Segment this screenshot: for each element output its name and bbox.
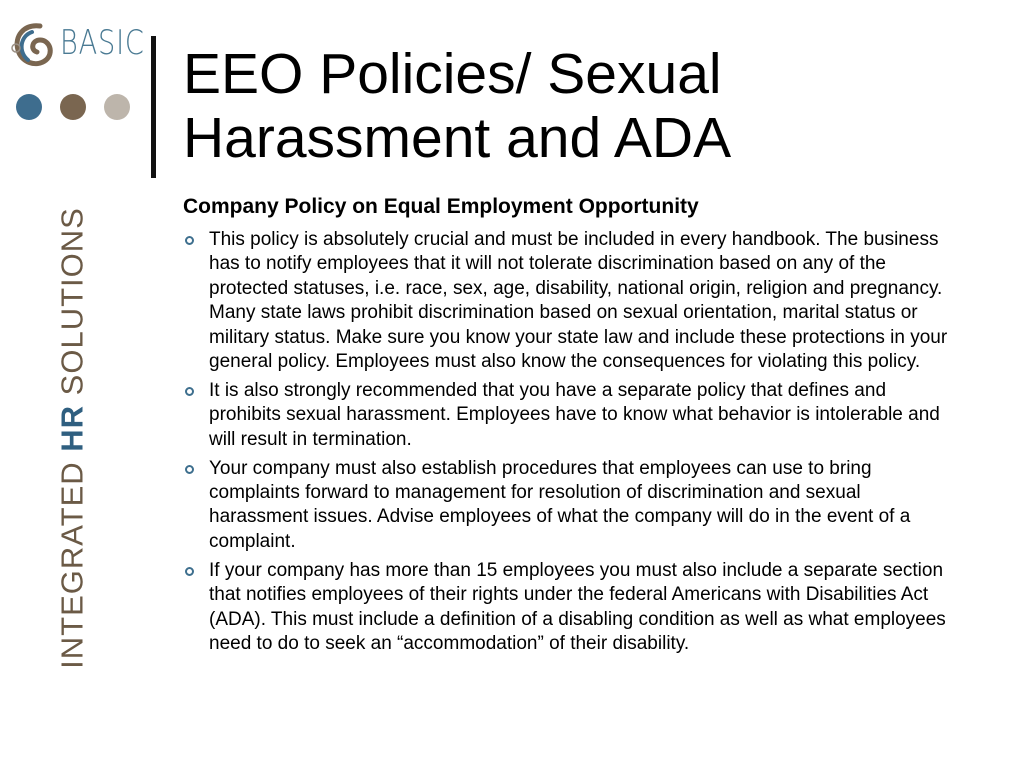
slide-subtitle: Company Policy on Equal Employment Opportunity <box>183 195 699 218</box>
bullet-text: If your company has more than 15 employees you must also include a separate section that notifies employees of their rights under the federal Americans with Disabilities Act (ADA). This must include a definition of a disabling condition as well as what employees need to do to seek an “accommodation” of their disability. <box>209 559 946 654</box>
bullet-circle-icon <box>185 465 194 474</box>
title-divider <box>151 36 156 178</box>
gray-dot <box>104 94 130 120</box>
slide-title: EEO Policies/ Sexual Harassment and ADA <box>183 42 732 171</box>
bullet-circle-icon <box>185 387 194 396</box>
bullet-item <box>183 457 953 555</box>
bullet-circle-icon <box>185 567 194 576</box>
bullet-item <box>183 379 953 452</box>
bullet-text: This policy is absolutely crucial and must be included in every handbook. The business has to notify employees that it will not tolerate discrimination based on any of the protected statuses, i.e. race, sex, age, disability, national origin, religion and pregnancy. Many state laws prohibit discrimination based on sexual orientation, marital status or military status. Make sure you know your state law and include these protections in your general policy. Employees must also know the consequences for violating this policy. <box>209 229 948 373</box>
vertical-tagline <box>54 207 90 669</box>
bullet-item <box>183 228 953 374</box>
bullet-list <box>183 228 953 661</box>
swirl-logo-icon <box>10 18 60 74</box>
logo-dots <box>16 94 130 120</box>
bullet-text: Your company must also establish procedures that employees can use to bring complaints forward to management for resolution of discrimination and sexual harassment issues. Advise employees of what the company will do in the event of a complaint. <box>209 457 911 552</box>
tagline-part-hr: HR <box>54 404 90 452</box>
brand-name: BASIC <box>60 23 145 63</box>
tagline-part-solutions: SOLUTIONS <box>54 207 90 405</box>
brown-dot <box>60 94 86 120</box>
bullet-item <box>183 559 953 657</box>
tagline-part-integrated: INTEGRATED <box>54 451 90 669</box>
bullet-circle-icon <box>185 236 194 245</box>
bullet-text: It is also strongly recommended that you have a separate policy that defines and prohibits sexual harassment. Employees have to know what behavior is intolerable and will result in termination. <box>209 379 940 450</box>
blue-dot <box>16 94 42 120</box>
company-logo <box>8 14 145 78</box>
